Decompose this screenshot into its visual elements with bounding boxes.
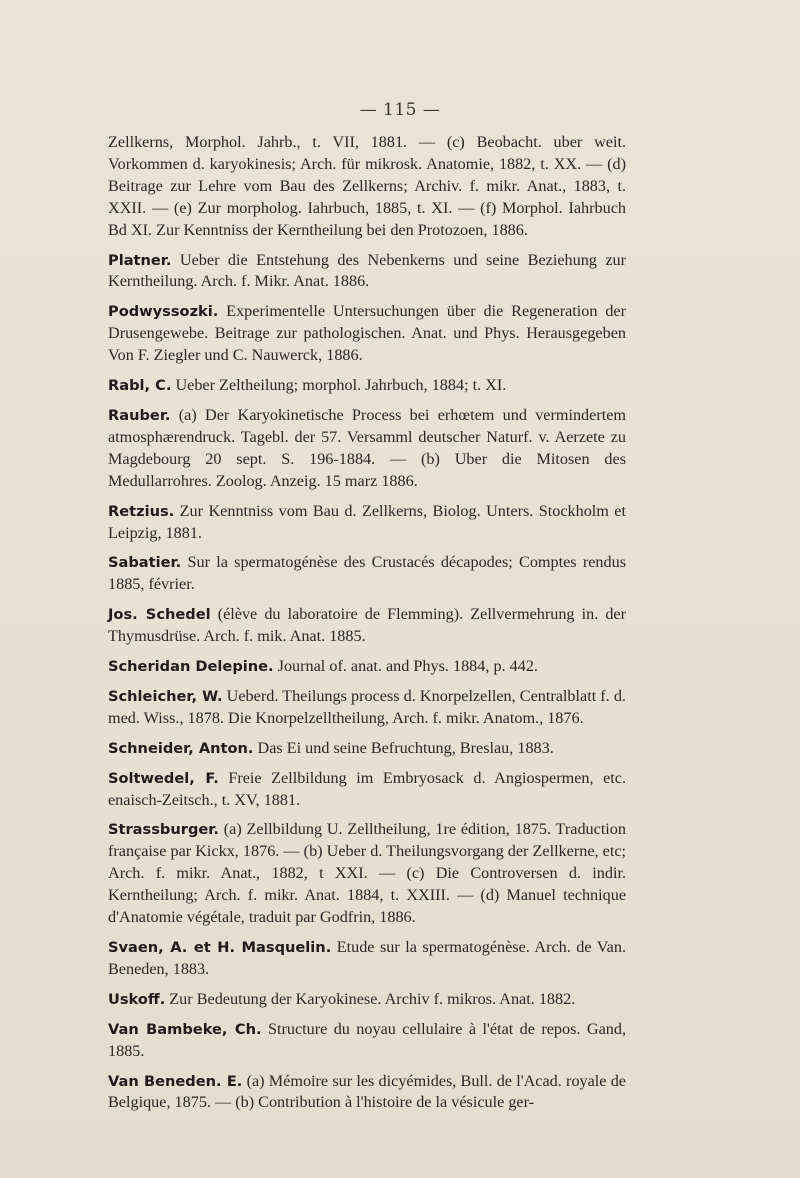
entry-author: Platner.: [108, 251, 172, 269]
bibliography-entry: [108, 937, 626, 981]
bibliography-entry: [108, 250, 626, 294]
entry-author: Svaen, A. et H. Masquelin.: [108, 939, 332, 956]
bibliography-entry: [108, 656, 626, 678]
entry-text: Etude sur la spermatogénèse. Arch. de Van. Beneden, 1883.: [108, 938, 626, 978]
entry-text: Freie Zellbildung im Embryosack d. Angiospermen, etc. enaisch-Zeitsch., t. XV, 1881.: [108, 768, 626, 809]
bibliography-entry: [108, 501, 626, 545]
page-number: — 115 —: [359, 100, 441, 120]
entry-text: Ueberd. Theilungs process d. Knorpelzellen, Centralblatt f. d. med. Wiss., 1878. Die Knorpelzelltheilung, Arch. f. mikr. Anatom., 1876.: [108, 686, 626, 727]
entry-author: Rauber.: [108, 406, 171, 424]
entry-author: Schleicher, W.: [108, 687, 223, 705]
bibliography-entry: [108, 1019, 626, 1063]
entry-author: Rabl, C.: [108, 377, 172, 395]
entry-text: (a) Mémoire sur les dicyémides, Bull. de l'Acad. royale de Belgique, 1875. — (b) Contribution à l'histoire de la vésicule ger-: [108, 1071, 626, 1112]
bibliography-list: [108, 132, 626, 1122]
entry-author: Scheridan Delepine.: [108, 658, 274, 676]
bibliography-entry: [108, 768, 626, 812]
bibliography-entry: [108, 686, 626, 730]
entry-text: Zur Bedeutung der Karyokinese. Archiv f. mikros. Anat. 1882.: [165, 989, 576, 1008]
entry-author: Uskoff.: [108, 990, 166, 1008]
entry-author: Retzius.: [108, 502, 175, 520]
bibliography-entry: [108, 604, 626, 648]
entry-text: Zellkerns, Morphol. Jahrb., t. VII, 1881. — (c) Beobacht. uber weit. Vorkommen d. karyokinesis; Arch. für mikrosk. Anatomie, 1882, t. XX. — (d) Beitrage zur Lehre vom Bau des Zellkerns; Archiv. f. mikr. Anat., 1883, t. XXII. — (e) Zur morpholog. Iahrbuch, 1885, t. XI. — (f) Morphol. Iahrbuch Bd XI. Zur Kenntniss der Kerntheilung bei den Protozoen, 1886.: [108, 133, 626, 239]
entry-author: Schneider, Anton.: [108, 739, 254, 757]
bibliography-entry: [108, 552, 626, 596]
entry-text: Zur Kenntniss vom Bau d. Zellkerns, Biolog. Unters. Stockholm et Leipzig, 1881.: [108, 501, 626, 542]
entry-author: Podwyssozki.: [108, 303, 219, 321]
entry-text: (a) Zellbildung U. Zelltheilung, 1re édition, 1875. Traduction française par Kickx, 1876. — (b) Ueber d. Theilungsvorgang der Zellkerne, etc; Arch. f. mikr. Anat., 1882, t XXI. — (c) Die Controversen d. indir. Kerntheilung; Arch. f. mikr. Anat. 1884, t. XXIII. — (d) Manuel technique d'Anatomie végétale, traduit par Godfrin, 1886.: [108, 820, 626, 927]
entry-text: Sur la spermatogénèse des Crustacés décapodes; Comptes rendus 1885, février.: [108, 553, 626, 594]
entry-author: Jos. Schedel: [108, 606, 211, 624]
entry-text: Ueber die Entstehung des Nebenkerns und seine Beziehung zur Kerntheilung. Arch. f. Mikr. Anat. 1886.: [108, 250, 626, 291]
bibliography-entry: [108, 375, 626, 397]
entry-author: Soltwedel, F.: [108, 769, 219, 787]
entry-author: Sabatier.: [108, 554, 182, 572]
entry-text: Ueber Zeltheilung; morphol. Jahrbuch, 1884; t. XI.: [171, 376, 507, 395]
entry-author: Van Beneden. E.: [108, 1072, 243, 1090]
bibliography-entry: [108, 132, 626, 242]
bibliography-entry: [108, 738, 626, 760]
bibliography-entry: [108, 1071, 626, 1115]
bibliography-entry: [108, 301, 626, 367]
entry-text: (a) Der Karyokinetische Process bei erhœtem und vermindertem atmosphærendruck. Tagebl. der 57. Versamml deutscher Naturf. v. Aerzete zu Magdebourg 20 sept. S. 196-1884. — (b) Uber die Mitosen des Medullarrohres. Zoolog. Anzeig. 15 marz 1886.: [108, 405, 626, 490]
entry-text: Das Ei und seine Befruchtung, Breslau, 1883.: [253, 738, 554, 757]
bibliography-entry: [108, 989, 626, 1011]
entry-text: (élève du laboratoire de Flemming). Zellvermehrung in. der Thymusdrüse. Arch. f. mik. Anat. 1885.: [108, 605, 627, 646]
bibliography-entry: [108, 405, 626, 493]
entry-text: Experimentelle Untersuchungen über die Regeneration der Drusengewebe. Beitrage zur pathologischen. Anat. und Phys. Herausgegeben Von F. Ziegler und C. Nauwerck, 1886.: [108, 302, 626, 365]
entry-text: Journal of. anat. and Phys. 1884, p. 442.: [273, 657, 538, 676]
entry-text: Structure du noyau cellulaire à l'état de repos. Gand, 1885.: [108, 1019, 626, 1060]
entry-author: Van Bambeke, Ch.: [108, 1020, 262, 1038]
entry-author: Strassburger.: [108, 821, 219, 839]
bibliography-entry: [108, 819, 626, 929]
